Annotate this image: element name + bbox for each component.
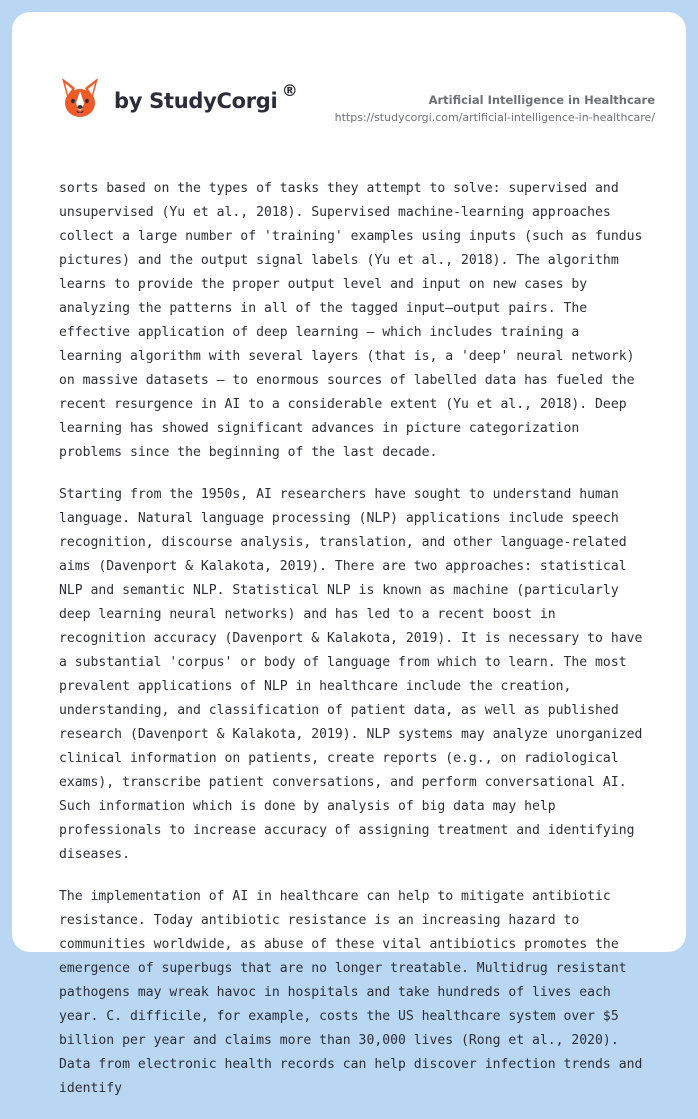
page-header — [12, 12, 686, 162]
document-url[interactable]: https://studycorgi.com/artificial-intelligence-in-healthcare/ — [334, 111, 655, 124]
document-meta — [335, 93, 655, 126]
page-card — [12, 12, 686, 1096]
brand-name — [114, 81, 298, 113]
document-title: Artificial Intelligence in Healthcare — [428, 93, 655, 107]
document-body — [59, 177, 649, 1119]
registered-mark: ® — [281, 81, 298, 100]
brand-name-text: by StudyCorgi — [114, 89, 278, 113]
corgi-logo-icon — [60, 76, 100, 120]
paragraph: sorts based on the types of tasks they attempt to solve: supervised and unsupervised (Yu et al., 2018). Supervised machine-learning approaches collect a large number of 'training' examples using inputs (such as fundus pictures) and the output signal labels (Yu et al., 2018). The algorithm learns to provide the proper output level and input on new cases by analyzing the patterns in all of the tagged input–output pairs. The effective application of deep learning — which includes training a learning algorithm with several layers (that is, a 'deep' neural network) on massive datasets — to enormous sources of labelled data has fueled the recent resurgence in AI to a considerable extent (Yu et al., 2018). Deep learning has showed significant advances in picture categorization problems since the beginning of the last decade. — [59, 181, 643, 460]
paragraph: Starting from the 1950s, AI researchers have sought to understand human language. Natural language processing (NLP) applications include speech recognition, discourse analysis, translation, and other language-related aims (Davenport & Kalakota, 2019). There are two approaches: statistical NLP and semantic NLP. Statistical NLP is known as machine (particularly deep learning neural networks) and has led to a recent boost in recognition accuracy (Davenport & Kalakota, 2019). It is necessary to have a substantial 'corpus' or body of language from which to learn. The most prevalent applications of NLP in healthcare include the creation, understanding, and classification of patient data, as well as published research (Davenport & Kalakota, 2019). NLP systems may analyze unorganized clinical information on patients, create reports (e.g., on radiological exams), transcribe patient conversations, and perform conversational AI. Such information which is done by analysis of big data may help professionals to increase accuracy of assigning treatment and identifying diseases. — [59, 487, 643, 862]
studycorgi-logo[interactable] — [60, 76, 298, 120]
paragraph: The implementation of AI in healthcare can help to mitigate antibiotic resistance. Today antibiotic resistance is an increasing hazard to communities worldwide, as abuse of these vital antibiotics promotes the emergence of superbugs that are no longer treatable. Multidrug resistant pathogens may wreak havoc in hospitals and take hundreds of lives each year. C. difficile, for example, costs the US healthcare system over $5 billion per year and claims more than 30,000 lives (Rong et al., 2020). Data from electronic health records can help discover infection trends and identify — [59, 889, 643, 1096]
